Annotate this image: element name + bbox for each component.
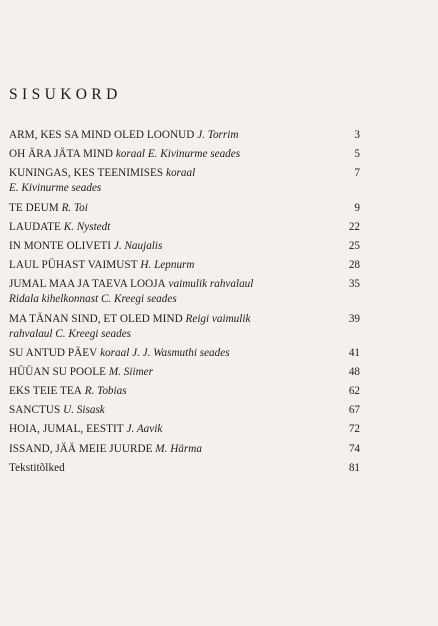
toc-entry xyxy=(9,258,360,273)
toc-entry-credit: vaimulik rahvalaul xyxy=(168,278,254,291)
toc-entry-title: OH ÄRA JÄTA MIND xyxy=(9,148,114,161)
toc-entry xyxy=(9,147,360,162)
toc-entry-page-number: 22 xyxy=(348,220,360,233)
toc-entry-second-line: E. Kivinurme seades xyxy=(9,182,102,195)
toc-entry-text xyxy=(9,422,328,437)
toc-entry-first-line xyxy=(9,422,320,437)
toc-entry xyxy=(9,312,360,342)
toc-entry-first-line xyxy=(9,403,320,418)
toc-entry-page-number: 28 xyxy=(348,259,360,272)
toc-entry-text xyxy=(9,166,328,196)
toc-entry-title: SANCTUS xyxy=(9,404,61,417)
toc-entry-first-line xyxy=(9,239,320,254)
toc-entry-page-number: 72 xyxy=(348,423,360,436)
toc-entry-first-line xyxy=(9,346,320,361)
toc-entry-title: MA TÄNAN SIND, ET OLED MIND xyxy=(9,312,183,325)
toc-entry-text xyxy=(9,128,328,143)
toc-entry-credit: R. Tobias xyxy=(84,385,127,398)
toc-entry xyxy=(9,365,360,380)
toc-entry-second-line: rahvalaul C. Kreegi seades xyxy=(9,327,132,340)
toc-entry-credit: J. Torrim xyxy=(197,129,239,141)
toc-entry-title: HOIA, JUMAL, EESTIT xyxy=(9,423,124,436)
toc-entry-text xyxy=(9,442,328,457)
toc-entry-first-line xyxy=(9,442,320,457)
toc-entry-credit: U. Sisask xyxy=(63,404,105,417)
toc-entry-text xyxy=(9,312,328,342)
toc-entry-first-line xyxy=(9,220,320,235)
toc-entry-text xyxy=(9,277,328,307)
toc-entry-title: ARM, KES SA MIND OLED LOONUD xyxy=(9,129,195,141)
toc-entry-credit: Reigi vaimulik xyxy=(185,312,251,325)
toc-entry-credit: koraal xyxy=(166,167,196,180)
toc-entry-page-number: 9 xyxy=(354,201,360,214)
toc-entry-text xyxy=(9,147,328,162)
toc-entry-title: EKS TEIE TEA xyxy=(9,385,82,398)
toc-entry-credit: H. Lepnurm xyxy=(140,259,195,272)
toc-entry-text xyxy=(9,403,328,418)
toc-entry-title: JUMAL MAA JA TAEVA LOOJA xyxy=(9,278,166,291)
toc-entry-first-line xyxy=(9,461,320,476)
toc-entry-first-line xyxy=(9,384,320,399)
toc-entry-title: LAUL PÜHAST VAIMUST xyxy=(9,259,138,272)
toc-entry-text xyxy=(9,461,328,476)
toc-entry-credit: M. Härma xyxy=(155,442,202,455)
toc-entry-first-line xyxy=(9,128,320,143)
toc-entry-title: LAUDATE xyxy=(9,220,61,233)
toc-entry-credit: M. Siimer xyxy=(108,365,153,378)
toc-entry xyxy=(9,346,360,361)
toc-entry-title: IN MONTE OLIVETI xyxy=(9,239,112,252)
toc-entry-second-line: Ridala kihelkonnast C. Kreegi seades xyxy=(9,293,177,306)
toc-entry-page-number: 62 xyxy=(348,385,360,398)
toc-entry-title: Tekstitõlked xyxy=(9,461,65,474)
toc-entry xyxy=(9,442,360,457)
toc-entry-page-number: 5 xyxy=(354,148,360,161)
toc-entry xyxy=(9,128,360,143)
toc-entry-first-line xyxy=(9,312,320,327)
toc-entry-text xyxy=(9,239,328,254)
toc-entry-credit: koraal E. Kivinurme seades xyxy=(115,148,241,161)
toc-entry xyxy=(9,384,360,399)
toc-entry xyxy=(9,461,360,476)
toc-entry-page-number: 81 xyxy=(348,461,360,474)
toc-entry-page-number: 3 xyxy=(354,129,360,141)
toc-entry-credit: koraal J. J. Wasmuthi seades xyxy=(100,346,230,359)
toc-entry-page-number: 39 xyxy=(348,312,360,325)
toc-entry-page-number: 7 xyxy=(354,167,360,180)
toc-entry-text xyxy=(9,346,328,361)
toc-entry-first-line xyxy=(9,147,320,162)
toc-entry xyxy=(9,277,360,307)
toc-entry-first-line xyxy=(9,166,320,181)
toc-heading: SISUKORD xyxy=(9,86,122,103)
toc-entry-text xyxy=(9,384,328,399)
toc-entry xyxy=(9,403,360,418)
toc-entry-page-number: 41 xyxy=(348,346,360,359)
toc-entry-text xyxy=(9,258,328,273)
toc-entry-title: KUNINGAS, KES TEENIMISES xyxy=(9,167,164,180)
toc-entry-page-number: 74 xyxy=(348,442,360,455)
toc-entry-page-number: 48 xyxy=(348,365,360,378)
toc-entry-first-line xyxy=(9,201,320,216)
toc-entry-credit: J. Naujalis xyxy=(113,239,163,252)
toc-entry xyxy=(9,166,360,196)
toc-entry-title: TE DEUM xyxy=(9,201,59,214)
toc-entry-first-line xyxy=(9,365,320,380)
toc-entry xyxy=(9,220,360,235)
toc-entry-credit: K. Nystedt xyxy=(63,220,111,233)
toc-entry-text xyxy=(9,365,328,380)
toc-entry-first-line xyxy=(9,277,320,292)
toc-entry-credit: J. Aavik xyxy=(126,423,163,436)
toc-entry xyxy=(9,201,360,216)
toc-entry-credit: R. Toi xyxy=(61,201,88,214)
toc-entry-title: ISSAND, JÄÄ MEIE JUURDE xyxy=(9,442,153,455)
table-of-contents xyxy=(9,128,360,480)
toc-entry-page-number: 35 xyxy=(348,278,360,291)
toc-entry xyxy=(9,239,360,254)
toc-entry-text xyxy=(9,201,328,216)
toc-entry-title: HÜÜAN SU POOLE xyxy=(9,365,107,378)
toc-entry-page-number: 67 xyxy=(348,404,360,417)
toc-entry-text xyxy=(9,220,328,235)
toc-entry-title: SU ANTUD PÄEV xyxy=(9,346,98,359)
toc-entry xyxy=(9,422,360,437)
toc-entry-first-line xyxy=(9,258,320,273)
toc-entry-page-number: 25 xyxy=(348,239,360,252)
